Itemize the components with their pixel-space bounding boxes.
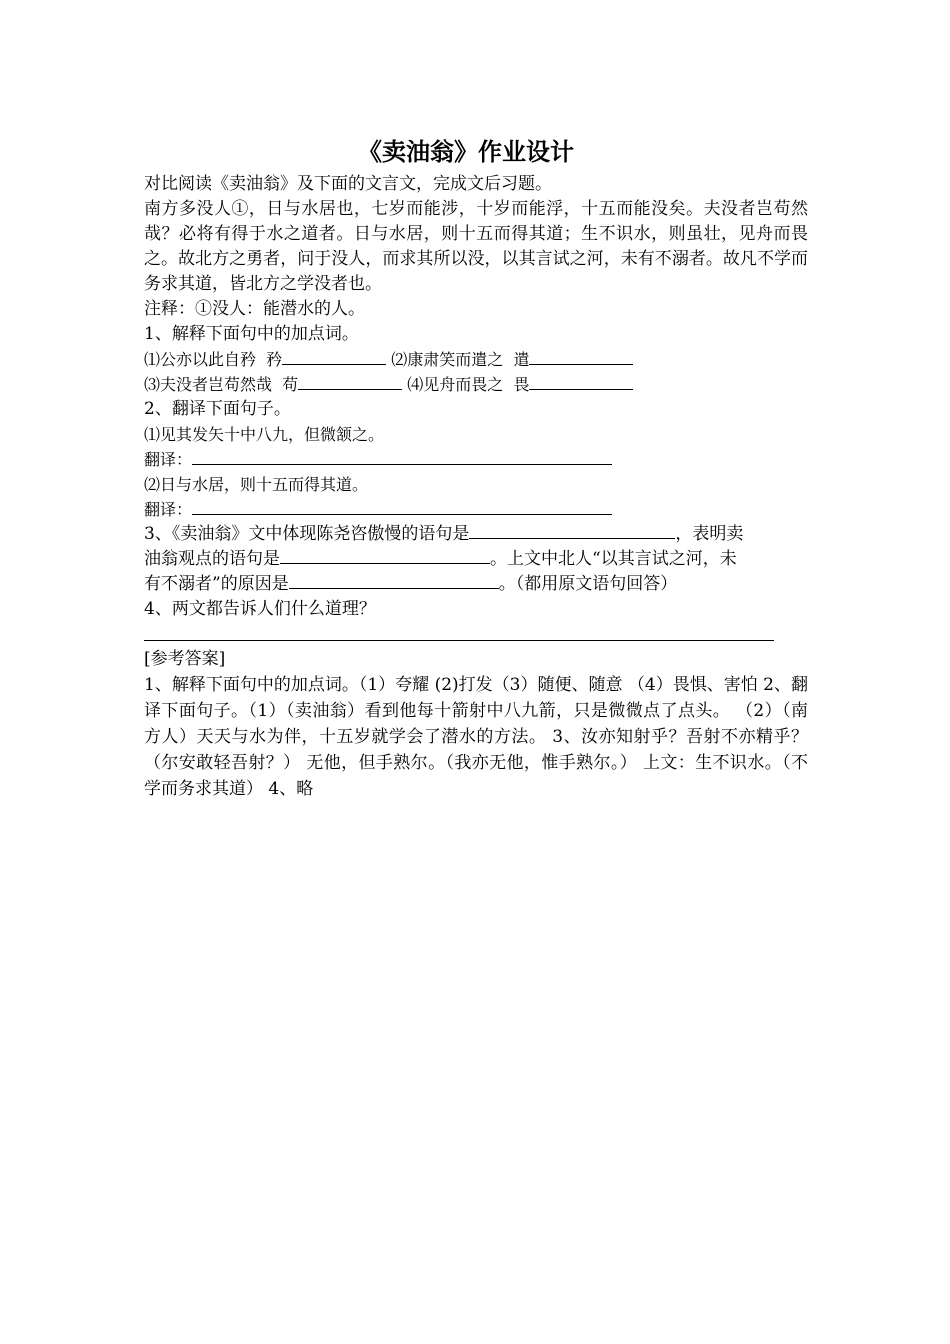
answer-blank[interactable] <box>289 572 499 589</box>
question-1-item-1: ⑴公亦以此自矜 矜 <box>144 350 283 369</box>
translation-row-1 <box>144 447 808 472</box>
answer-blank[interactable] <box>280 547 490 564</box>
translation-label: 翻译： <box>144 500 193 519</box>
translation-row-2 <box>144 497 808 522</box>
question-1-item-2: ⑵康肃笑而遣之 遣 <box>391 350 530 369</box>
question-3 <box>144 522 808 597</box>
answer-blank[interactable] <box>469 522 675 539</box>
question-3-text: ，表明卖 <box>675 524 744 544</box>
question-3-text: 。（都用原文语句回答） <box>498 574 678 594</box>
instructions: 对比阅读《卖油翁》及下面的文言文，完成文后习题。 <box>144 174 552 194</box>
annotation-note: 注释：①没人：能潜水的人。 <box>144 299 365 319</box>
question-1-item-3: ⑶夫没者岂苟然哉 苟 <box>144 375 299 394</box>
question-3-text: 油翁观点的语句是 <box>144 549 280 569</box>
document-page <box>144 134 808 802</box>
question-1-heading: 1、解释下面句中的加点词。 <box>144 324 359 344</box>
document-title: 《卖油翁》作业设计 <box>358 138 574 166</box>
answer-blank[interactable] <box>529 348 633 365</box>
question-2-sentence-1: ⑴见其发矢十中八九，但微颔之。 <box>144 425 385 444</box>
question-3-text: 。上文中北人“以其言试之河，未 <box>490 549 737 569</box>
question-2-heading: 2、翻译下面句子。 <box>144 399 291 419</box>
translation-blank[interactable] <box>192 498 612 515</box>
answer-blank[interactable] <box>298 373 402 390</box>
reference-answer-label: [参考答案] <box>144 649 226 669</box>
reference-answers: 1、解释下面句中的加点词。（1）夸耀 (2)打发（3）随便、随意 （4）畏惧、害怕 2、翻译下面句子。（1）（卖油翁）看到他每十箭射中八九箭，只是微微点了点头。 （2）（南方人）天天与水为伴，十五岁就学会了潜水的方法。 3、汝亦知射乎？吾射不亦精乎？（尔安敢轻吾射？） 无他，但手熟尔。（我亦无他，惟手熟尔。） 上文：生不识水。（不学而务求其道） 4、略 <box>144 675 808 799</box>
classical-passage: 南方多没人①，日与水居也，七岁而能涉，十岁而能浮，十五而能没矣。夫没者岂苟然哉？必将有得于水之道者。日与水居，则十五而得其道；生不识水，则虽壮，见舟而畏之。故北方之勇者，问于没人，而求其所以没，以其言试之河，未有不溺者。故凡不学而务求其道，皆北方之学没者也。 <box>144 199 808 294</box>
question-3-text: 有不溺者”的原因是 <box>144 574 289 594</box>
question-1-row-2 <box>144 372 808 397</box>
question-3-text: 3、《卖油翁》文中体现陈尧咨傲慢的语句是 <box>144 524 470 544</box>
answer-blank[interactable] <box>529 373 633 390</box>
translation-label: 翻译： <box>144 450 193 469</box>
question-2-sentence-2: ⑵日与水居，则十五而得其道。 <box>144 475 369 494</box>
question-4-heading: 4、两文都告诉人们什么道理？ <box>144 599 376 619</box>
answer-blank[interactable] <box>282 348 386 365</box>
translation-blank[interactable] <box>192 448 612 465</box>
answer-line[interactable] <box>144 622 774 641</box>
question-1-row-1 <box>144 347 808 372</box>
question-1-item-4: ⑷见舟而畏之 畏 <box>407 375 530 394</box>
